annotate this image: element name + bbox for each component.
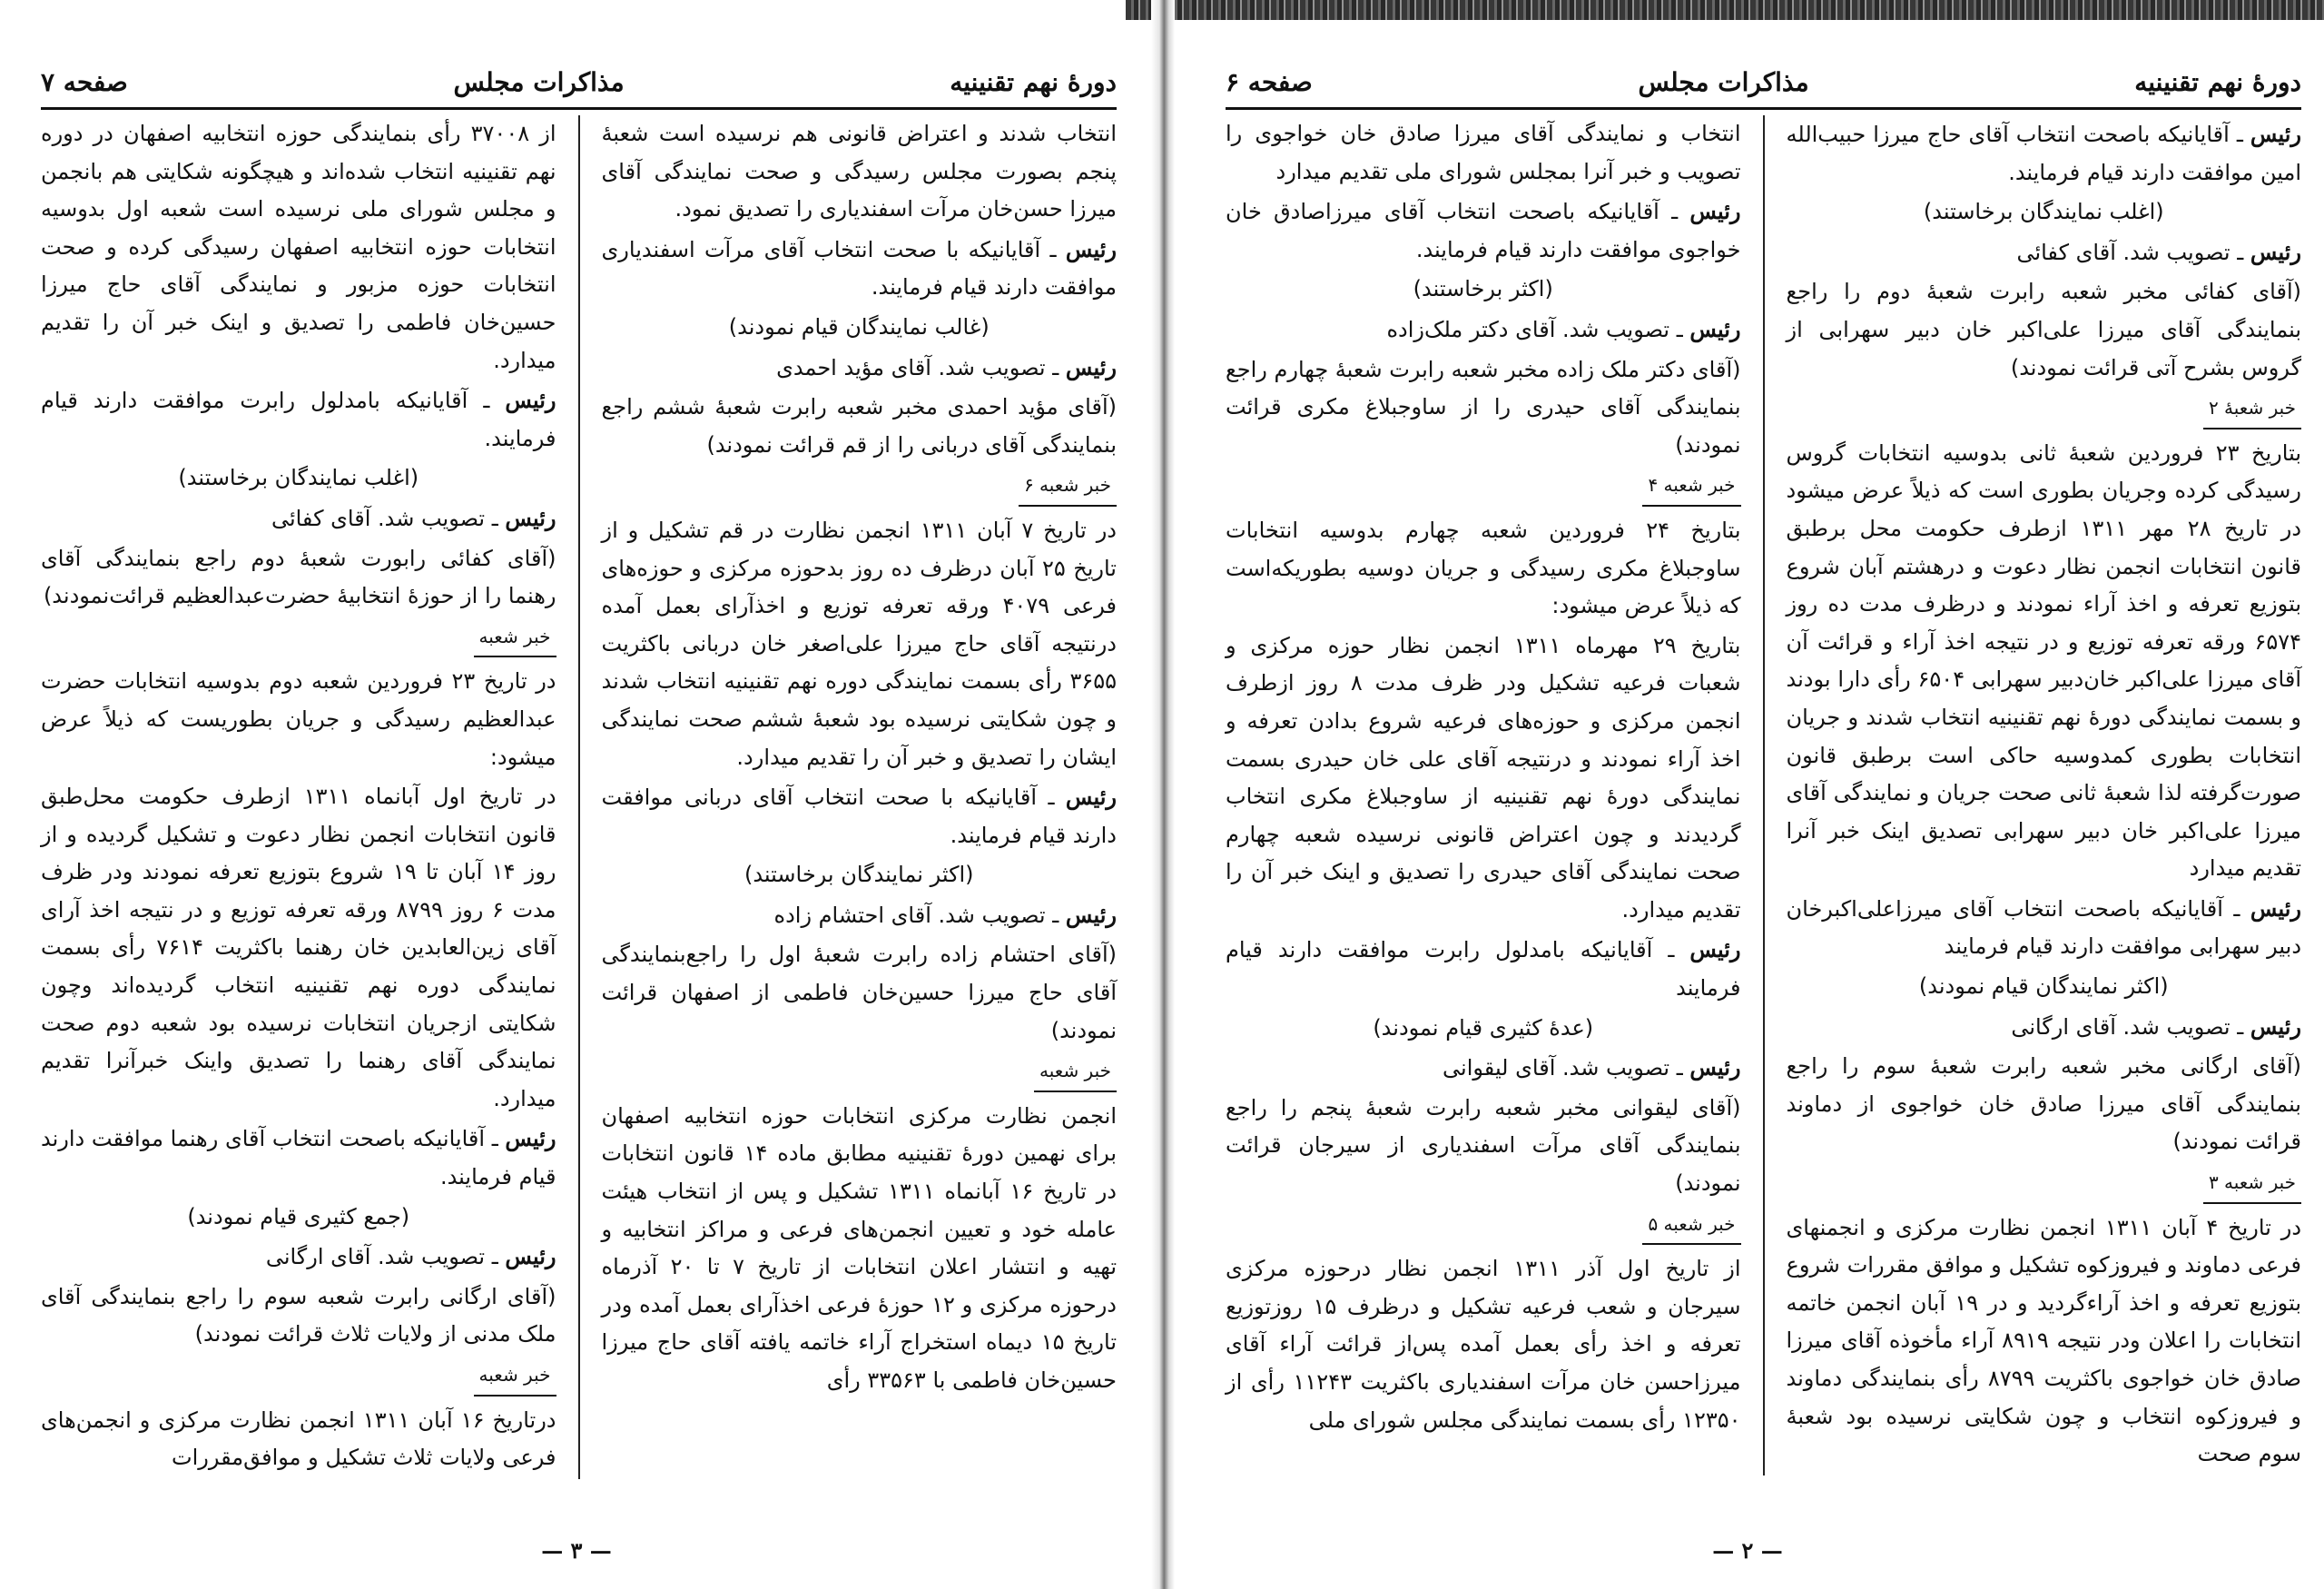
body-paragraph: (آقای مؤید احمدی مخبر شعبه رابرت شعبهٔ ششم راجع بنمایندگی آقای دربانی را از قم قرائت نمودند): [601, 394, 1117, 458]
right-page-label: صفحه ۶: [1226, 66, 1313, 97]
body-paragraph: (آقای کفائی مخبر شعبه رابرت شعبهٔ دوم را راجع بنمایندگی آقای میرزا علی‌اکبر خان دبیر سهرابی از گروس بشرح آتی قرائت نمودند): [1786, 279, 2301, 380]
column-divider: [1763, 115, 1765, 1476]
section-heading: خبر شعبه ۴: [1226, 466, 1741, 510]
right-page-number: — ۲ —: [1712, 1537, 1783, 1564]
body-paragraph: انتخاب و نمایندگی آقای میرزا صادق خان خواجوی را تصویب و خبر آنرا بمجلس شورای ملی تقدیم میدارد: [1226, 121, 1741, 184]
left-page-left-column: [41, 115, 556, 1479]
right-page-columns: [1226, 115, 2301, 1476]
stage-direction: (عدهٔ کثیری قیام نمودند): [1373, 1014, 1594, 1041]
left-term-label: دورهٔ نهم تقنینیه: [950, 66, 1117, 97]
left-page-header: [41, 64, 1117, 110]
left-page: [0, 0, 1153, 1589]
speaker-paragraph: رئیس ـ تصویب شد. آقای لیقوانی: [1443, 1054, 1741, 1081]
speaker-paragraph: رئیس ـ آقایانیکه بامدلول رابرت موافقت دارند قیام فرمایند.: [41, 387, 556, 451]
body-paragraph: انتخاب شدند و اعتراض قانونی هم نرسیده است شعبهٔ پنجم بصورت مجلس رسیدگی و صحت نمایندگی آقای میرزا حسن‌خان مرآت اسفندیاری را تصدیق نمود.: [601, 121, 1117, 222]
body-paragraph: (آقای دکتر ملک زاده مخبر شعبه رابرت شعبهٔ چهارم راجع بنمایندگی آقای حیدری را از ساوجبلاغ مکری قرائت نمودند): [1226, 356, 1741, 458]
speaker-paragraph: رئیس ـ تصویب شد. آقای کفائی: [2016, 238, 2301, 265]
right-page-right-column: [1787, 115, 2302, 1476]
stage-direction: (اغلب نمایندگان برخاستند): [1923, 199, 2164, 225]
stage-direction: (اغلب نمایندگان برخاستند): [178, 465, 419, 491]
speaker-paragraph: رئیس ـ آقایانیکه باصحت انتخاب آقای میرزاعلی‌اکبرخان دبیر سهرابی موافقت دارند قیام فرمایند: [1786, 894, 2301, 960]
section-heading: خبر شعبه ۶: [602, 466, 1118, 510]
body-paragraph: درتاریخ ۱۶ آبان ۱۳۱۱ انجمن نظارت مرکزی و انجمن‌های فرعی ولایات ثلاث تشکیل و موافق‌مقررات: [41, 1406, 556, 1471]
right-page-title: مذاکرات مجلس: [1638, 66, 1809, 97]
left-page-columns: [41, 115, 1117, 1479]
right-term-label: دورهٔ نهم تقنینیه: [2134, 66, 2301, 97]
column-divider: [578, 115, 580, 1479]
speaker-paragraph: رئیس ـ آقایانیکه با صحت انتخاب آقای دربانی موافقت دارند قیام فرمایند.: [601, 784, 1117, 848]
body-paragraph: در تاریخ اول آبانماه ۱۳۱۱ ازطرف حکومت محل‌طبق قانون انتخابات انجمن نظار دعوت و تشکیل گردیده و از روز ۱۴ آبان تا ۱۹ شروع بتوزیع تعرفه نمودند ودر ظرف مدت ۶ روز ۸۷۹۹ ورقه تعرفه توزیع و در نتیجه اخذ آرای آقای زین‌العابدین خان رهنما باکثریت ۷۶۱۴ رأی بسمت نمایندگی دوره نهم تقنینیه انتخاب گردیده‌اند وچون شکایتی ازجریان انتخابات نرسیده بود شعبه دوم صحت نمایندگی آقای رهنما را تصدیق واینک خبرآنرا تقدیم میدارد.: [41, 784, 556, 1111]
right-page-header: [1226, 64, 2301, 110]
body-paragraph: بتاریخ ۲۳ فروردین شعبهٔ ثانی بدوسیه انتخابات گروس رسیدگی کرده وجریان بطوری است که ذیلاً عرض میشود در تاریخ ۲۸ مهر ۱۳۱۱ ازطرف حکومت محل برطبق قانون انتخابات انجمن نظار دعوت و درهشتم آبان شروع بتوزیع تعرفه و اخذ آراء نمودند و درظرف مدت ده روز ۶۵۷۴ ورقه تعرفه توزیع و در نتیجه اخذ آراء و قرائت آن آقای میرزا علی‌اکبر خان‌دبیر سهرابی ۶۵۰۴ رأی دارا بودند و بسمت نمایندگی دورهٔ نهم تقنینیه انتخاب شدند و جریان انتخابات بطوری کمدوسیه حاکی است برطبق قانون صورت‌گرفته لذا شعبهٔ ثانی صحت جریان و نمایندگی آقای میرزا علی‌اکبر خان دبیر سهرابی تصدیق اینک خبر آنرا تقدیم میدارد: [1786, 439, 2301, 882]
section-heading: خبر شعبه: [602, 1051, 1118, 1096]
speaker-paragraph: رئیس ـ تصویب شد. آقای احتشام زاده: [773, 901, 1117, 928]
speaker-paragraph: رئیس ـ تصویب شد. آقای ارگانی: [265, 1243, 556, 1270]
left-page-label: صفحه ۷: [41, 66, 128, 97]
speaker-paragraph: رئیس ـ تصویب شد. آقای مؤید احمدی: [776, 353, 1117, 380]
right-page-left-column: [1226, 115, 1741, 1476]
body-paragraph: (آقای احتشام زاده رابرت شعبهٔ اول را راجع‌بنمایندگی آقای حاج میرزا حسین‌خان فاطمی از اصفهان قرائت نمودند): [601, 942, 1117, 1043]
body-paragraph: بتاریخ ۲۹ مهرماه ۱۳۱۱ انجمن نظار حوزه مرکزی و شعبات فرعیه تشکیل ودر ظرف مدت ۸ روز ازطرف انجمن مرکزی و حوزه‌های فرعیه شروع بدادن تعرفه و اخذ آراء نمودند و درنتیجه آقای علی خان حیدری بسمت نمایندگی دورهٔ نهم تقنینیه از ساوجبلاغ مکری انتخاب گردیدند و چون اعتراض قانونی نرسیده شعبه چهارم صحت نمایندگی آقای حیدری را تصدیق و اینک خبر آن را تقدیم میدارد.: [1226, 632, 1741, 923]
stage-direction: (اکثر نمایندگان برخاستند): [743, 862, 974, 888]
body-paragraph: در تاریخ ۷ آبان ۱۳۱۱ انجمن نظارت در قم تشکیل و از تاریخ ۲۵ آبان درظرف ده روز بدحوزه مرکزی و حوزه‌های فرعی ۴۰۷۹ ورقه تعرفه توزیع و اخذآرای بعمل آمده درنتیجه آقای حاج میرزا علی‌اصغر خان دربانی باکثریت ۳۶۵۵ رأی بسمت نمایندگی دوره نهم تقنینیه انتخاب شدند و چون شکایتی نرسیده بود شعبهٔ ششم صحت نمایندگی ایشان را تصدیق و خبر آن را تقدیم میدارد.: [601, 517, 1117, 770]
section-heading: خبر شعبه ۳: [1787, 1163, 2302, 1208]
body-paragraph: در تاریخ ۴ آبان ۱۳۱۱ انجمن نظارت مرکزی و انجمنهای فرعی دماوند و فیروزکوه تشکیل و موافق مقررات شروع بتوزیع تعرفه و اخذ آراءگردید و در ۱۹ آبان انجمن خاتمه انتخابات را اعلان ودر نتیجه ۸۹۱۹ آراء مأخوذه آقای میرزا صادق خان خواجوی باکثریت ۸۷۹۹ رأی بنمایندگی دماوند و فیروزکوه انتخاب و چون شکایتی نرسیده بود شعبهٔ سوم صحت: [1786, 1214, 2302, 1467]
right-page: [1171, 0, 2324, 1589]
left-page-right-column: [602, 115, 1118, 1479]
body-paragraph: (آقای ارگانی رابرت شعبه سوم را راجع بنمایندگی آقای ملک مدنی از ولایات ثلاث قرائت نمودند): [41, 1283, 556, 1347]
body-paragraph: بتاریخ ۲۴ فروردین شعبه چهارم بدوسیه انتخابات ساوجبلاغ مکری رسیدگی و جریان دوسیه بطوریکه‌است که ذیلاً عرض میشود:: [1226, 517, 1741, 619]
speaker-paragraph: رئیس ـ آقایانیکه با صحت انتخاب آقای مرآت اسفندیاری موافقت دارند قیام فرمایند.: [601, 235, 1117, 301]
speaker-paragraph: رئیس ـ آقایانیکه بامدلول رابرت موافقت دارند قیام فرمایند: [1226, 936, 1741, 1002]
body-paragraph: از تاریخ اول آذر ۱۳۱۱ انجمن نظار درحوزه مرکزی سیرجان و شعب فرعیه تشکیل و درظرف ۱۵ روزتوزیع تعرفه و اخذ رأی بعمل آمده پس‌از قرائت آراء آقای میرزاحسن خان مرآت اسفندیاری باکثریت ۱۱۲۴۳ رأی از ۱۲۳۵۰ رأی بسمت نمایندگی مجلس شورای ملی: [1226, 1256, 1741, 1433]
section-heading: خبر شعبه ۵: [1226, 1205, 1741, 1249]
speaker-paragraph: رئیس ـ تصویب شد. آقای کفائی: [271, 504, 556, 531]
stage-direction: (غالب نمایندگان قیام نمودند): [728, 313, 990, 340]
body-paragraph: انجمن نظارت مرکزی انتخابات حوزه انتخابیه اصفهان برای نهمین دورهٔ تقنینیه مطابق ماده ۱۴ قانون انتخابات در تاریخ ۱۶ آبانماه ۱۳۱۱ تشکیل و پس از انتخاب هیئت عامله خود و تعیین انجمن‌های فرعی و مراکز انتخابیه و تهیه و انتشار اعلان انتخابات از تاریخ ۷ تا ۲۰ آذرماه درحوزه مرکزی و ۱۲ حوزهٔ فرعی اخذآرای بعمل آمده ودر تاریخ ۱۵ دیماه استخراج آراء خاتمه یافته آقای حاج میرزا حسین‌خان فاطمی با ۳۳۵۶۳ رأی: [601, 1102, 1117, 1393]
left-page-number: — ۳ —: [541, 1537, 612, 1564]
left-page-title: مذاکرات مجلس: [453, 66, 625, 97]
stage-direction: (جمع کثیری قیام نمودند): [187, 1203, 410, 1229]
speaker-paragraph: رئیس ـ تصویب شد. آقای دکتر ملک‌زاده: [1386, 315, 1741, 342]
speaker-paragraph: رئیس ـ تصویب شد. آقای ارگانی: [2011, 1012, 2301, 1040]
body-paragraph: (آقای کفائی رابورت شعبهٔ دوم راجع بنمایندگی آقای رهنما را از حوزهٔ انتخابیهٔ حضرت‌عبدالعظیم قرائت‌نمودند): [41, 545, 556, 609]
stage-direction: (اکثر نمایندگان قیام نمودند): [1918, 973, 2169, 1000]
stage-direction: (اکثر برخاستند): [1413, 276, 1553, 302]
body-paragraph: از ۳۷۰۰۸ رأی بنمایندگی حوزه انتخابیه اصفهان در دوره نهم تقنینیه انتخاب شده‌اند و هیچگونه شکایتی هم بانجمن و مجلس شورای ملی نرسیده است شعبه اول بدوسیه انتخابات حوزه انتخابیه اصفهان رسیدگی کرده و صحت انتخابات حوزه مزبور و نمایندگی آقای حاج میرزا حسین‌خان فاطمی را تصدیق و اینک خبر آن را تقدیم میدارد.: [41, 121, 556, 373]
body-paragraph: در تاریخ ۲۳ فروردین شعبه دوم بدوسیه انتخابات حضرت عبدالعظیم رسیدگی و جریان بطوریست که ذیلاً عرض میشود:: [41, 668, 556, 770]
body-paragraph: (آقای لیقوانی مخبر شعبه رابرت شعبهٔ پنجم را راجع بنمایندگی آقای مرآت اسفندیاری از سیرجان قرائت نمودند): [1226, 1094, 1741, 1197]
section-heading: خبر شعبه: [41, 617, 556, 662]
body-paragraph: (آقای ارگانی مخبر شعبه رابرت شعبهٔ سوم را راجع بنمایندگی آقای میرزا صادق خان خواجوی از دماوند قرائت نمودند): [1786, 1053, 2301, 1155]
speaker-paragraph: رئیس ـ آقایانیکه باصحت انتخاب آقای رهنما موافقت دارند قیام فرمایند.: [41, 1125, 556, 1190]
speaker-paragraph: رئیس ـ آقایانیکه باصحت انتخاب آقای میرزاصادق خان خواجوی موافقت دارند قیام فرمایند.: [1226, 198, 1741, 262]
speaker-paragraph: رئیس ـ آقایانیکه باصحت انتخاب آقای حاج میرزا حبیب‌الله امین موافقت دارند قیام فرمایند.: [1786, 121, 2301, 185]
section-heading: خبر شعبه: [41, 1356, 556, 1400]
section-heading: خبر شعبهٔ ۲: [1787, 389, 2302, 433]
